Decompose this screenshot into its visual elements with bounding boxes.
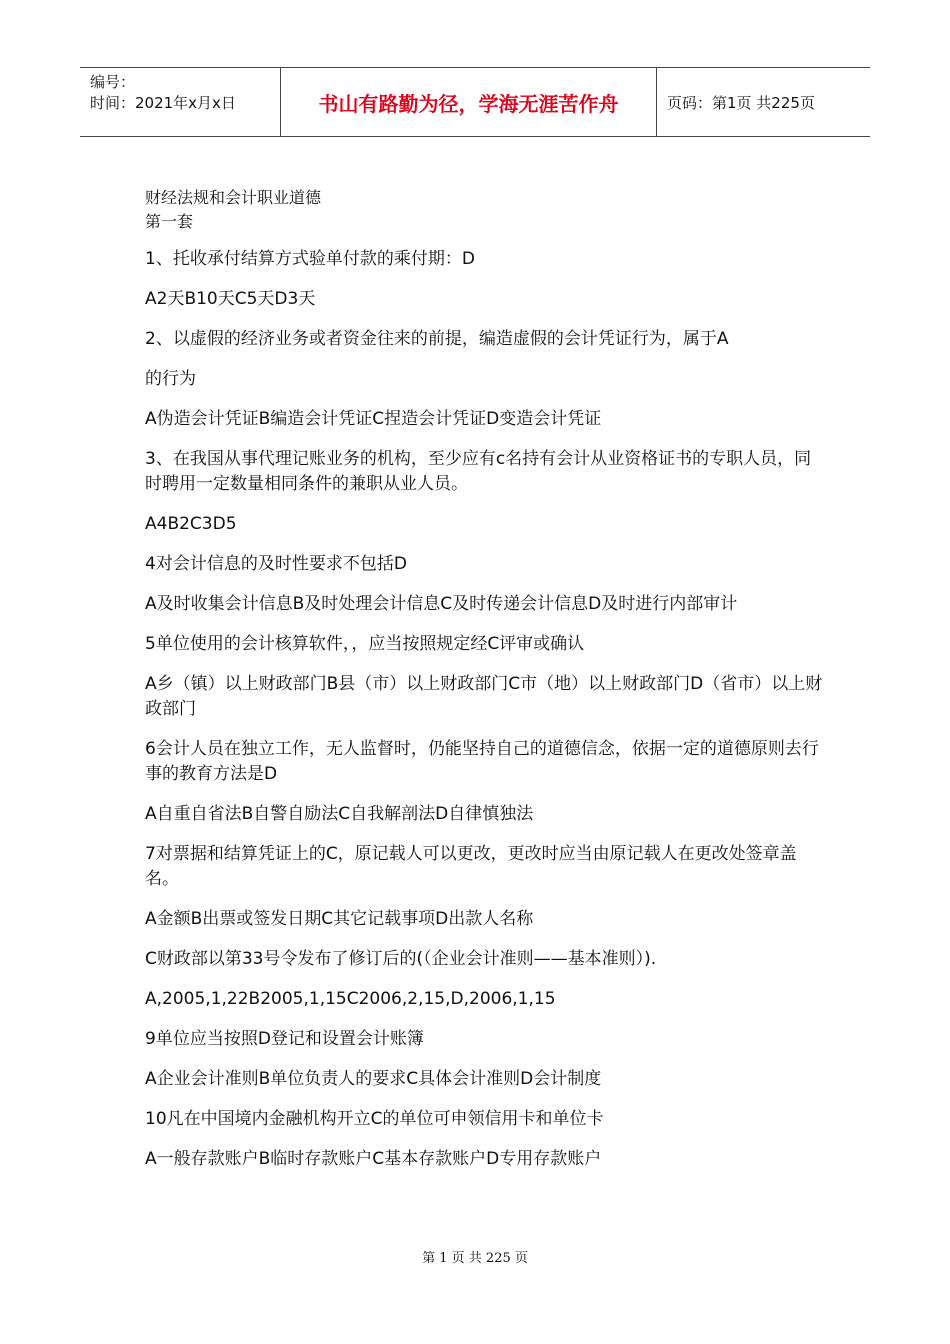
question-line-cont: 的行为 — [145, 369, 196, 389]
option-line: A一般存款账户B临时存款账户C基本存款账户D专用存款账户 — [145, 1149, 602, 1169]
question-line: 7对票据和结算凭证上的C，原记载人可以更改，更改时应当由原记载人在更改处签章盖名。 — [145, 844, 797, 889]
option-line: A,2005,1,22B2005,1,15C2006,2,15,D,2006,1,15 — [145, 989, 556, 1009]
document-body — [145, 186, 825, 1172]
option-line: A2天B10天C5天D3天 — [145, 289, 316, 309]
question-line: 5单位使用的会计核算软件，，应当按照规定经C评审或确认 — [145, 634, 585, 654]
option-line: A及时收集会计信息B及时处理会计信息C及时传递会计信息D及时进行内部审计 — [145, 594, 738, 614]
header-motto: 书山有路勤为径，学海无涯苦作舟 — [280, 68, 657, 136]
question-line: 10凡在中国境内金融机构开立C的单位可申领信用卡和单位卡 — [145, 1109, 604, 1129]
question-line: 9单位应当按照D登记和设置会计账簿 — [145, 1029, 424, 1049]
header-page-info: 页码：第1页 共225页 — [667, 93, 815, 112]
page-header — [80, 67, 870, 137]
question-line: 4对会计信息的及时性要求不包括D — [145, 554, 407, 574]
option-line: A伪造会计凭证B编造会计凭证C捏造会计凭证D变造会计凭证 — [145, 409, 602, 429]
question-line: 3、在我国从事代理记账业务的机构，至少应有c名持有会计从业资格证书的专职人员，同时聘用一定数量相同条件的兼职从业人员。 — [145, 449, 812, 494]
option-line: A自重自省法B自警自励法C自我解剖法D自律慎独法 — [145, 804, 534, 824]
question-line: 1、托收承付结算方式验单付款的乘付期：D — [145, 249, 475, 269]
option-line: A金额B出票或签发日期C其它记载事项D出款人名称 — [145, 909, 534, 929]
question-line: C财政部以第33号令发布了修订后的(（企业会计准则——基本准则）). — [145, 949, 657, 969]
page-footer: 第 1 页 共 225 页 — [422, 1251, 528, 1266]
header-meta — [80, 68, 280, 136]
option-line: A企业会计准则B单位负责人的要求C具体会计准则D会计制度 — [145, 1069, 602, 1089]
time-label: 时间：2021年x月x日 — [90, 94, 236, 112]
option-line: A4B2C3D5 — [145, 514, 237, 534]
document-subtitle: 第一套 — [145, 212, 194, 231]
number-label: 编号： — [90, 73, 136, 91]
question-line: 6会计人员在独立工作，无人监督时，仍能坚持自己的道德信念，依据一定的道德原则去行事的教育方法是D — [145, 739, 819, 784]
question-line: 2、以虚假的经济业务或者资金往来的前提，编造虚假的会计凭证行为，属于A — [145, 329, 729, 349]
document-title: 财经法规和会计职业道德 — [145, 188, 322, 207]
option-line: A乡（镇）以上财政部门B县（市）以上财政部门C市（地）以上财政部门D（省市）以上财政部门 — [145, 674, 823, 719]
